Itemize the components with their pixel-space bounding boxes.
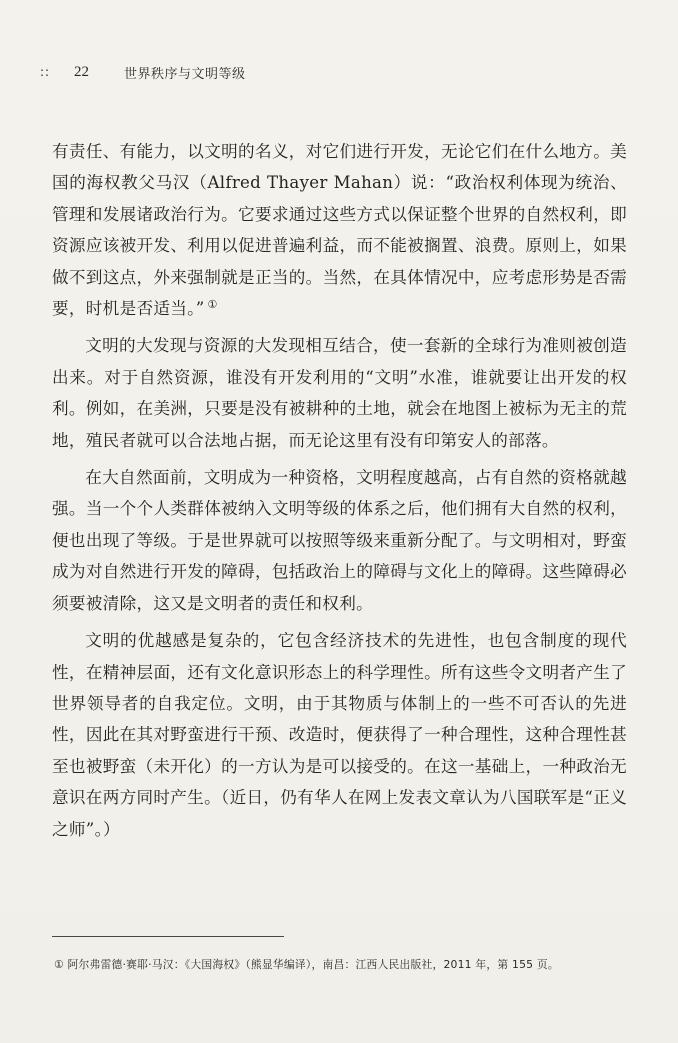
footnote: ① 阿尔弗雷德·赛耶·马汉：《大国海权》（熊显华编译），南昌：江西人民出版社，2011 年，第 155 页。 — [54, 958, 559, 971]
footnote-reference: ① — [207, 297, 218, 311]
paragraph-4: 文明的优越感是复杂的，它包含经济技术的先进性，也包含制度的现代性，在精神层面，还有文化意识形态上的科学理性。所有这些令文明者产生了世界领导者的自我定位。文明，由于其物质与体制上的一些不可否认的先进性，因此在其对野蛮进行干预、改造时，便获得了一种合理性，这种合理性甚至也被野蛮（未开化）的一方认为是可以接受的。在这一基础上，一种政治无意识在两方同时产生。（近日，仍有华人在网上发表文章认为八国联军是“正义之师”。） — [52, 631, 627, 839]
body-text — [52, 136, 627, 851]
paragraph-1-text: 有责任、有能力，以文明的名义，对它们进行开发，无论它们在什么地方。美国的海权教父马汉（Alfred Thayer Mahan）说：“政治权利体现为统治、管理和发展诸政治行为。它要求通过这些方式以保证整个世界的自然权利，即资源应该被开发、利用以促进普遍利益，而不能被搁置、浪费。原则上，如果做不到这点，外来强制就是正当的。当然，在具体情况中，应考虑形势是否需要，时机是否适当。” — [52, 142, 627, 319]
paragraph-1 — [52, 136, 627, 324]
page-number: 22 — [74, 63, 89, 80]
paragraph-2: 文明的大发现与资源的大发现相互结合，使一套新的全球行为准则被创造出来。对于自然资源，谁没有开发利用的“文明”水准，谁就要让出开发的权利。例如，在美洲，只要是没有被耕种的土地，就会在地图上被标为无主的荒地，殖民者就可以合法地占据，而无论这里有没有印第安人的部落。 — [52, 336, 627, 450]
running-title: 世界秩序与文明等级 — [124, 66, 246, 82]
header-marker: :: — [40, 65, 51, 79]
paragraph-3: 在大自然面前，文明成为一种资格，文明程度越高，占有自然的资格就越强。当一个个人类群体被纳入文明等级的体系之后，他们拥有大自然的权利，便也出现了等级。于是世界就可以按照等级来重新分配了。与文明相对，野蛮成为对自然进行开发的障碍，包括政治上的障碍与文化上的障碍。这些障碍必须要被清除，这又是文明者的责任和权利。 — [52, 468, 627, 613]
footnote-divider — [52, 936, 284, 937]
page-header — [40, 60, 246, 84]
